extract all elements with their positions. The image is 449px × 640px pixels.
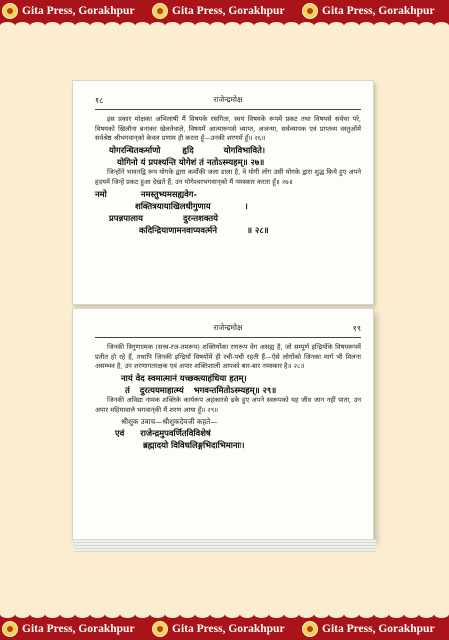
top-brand-band [0, 0, 449, 26]
brand-item [300, 3, 449, 19]
verse-line: प्रपन्नपालाय दुरन्तशक्तये [109, 212, 218, 223]
verse-line: तं दुरत्ययमाहात्म्यं भगवन्तमितोऽस्म्यहम्॥ २९॥ [125, 385, 277, 396]
commentary-paragraph: जिन्होंने भावनद्वि रूप योगके द्वारा कर्मोंकी जला डाला है, वे योगी लोग उसी योगके द्वारा शुद्ध किये हुए अपने हृदयमें जिन्हें प्रकट हुआ देखते हैं, उन योगेश्वरभगवान्‌को मैं नमस्कार करता हूँ॥ २७॥ [95, 168, 361, 186]
brand-name: Gita Press, Gorakhpur [322, 5, 435, 17]
gita-press-emblem-icon [152, 621, 168, 637]
verse-line: ब्रह्मादयो विविधलिङ्गभिदाभिमानाः। [143, 439, 245, 450]
commentary-paragraph: इस प्रकार मोक्षका अभिलाषी मैं विषयके रसगिता, स्वयं विषयके रूपमें प्रकट तथा विषयसे सर्वथा परे, विषयको खिलौना बनाकर खेलतेवाले, विषयमें आत्मारूपसे व्याप्त, अजन्मा, सर्वव्यापक एवं प्राप्तव्य वस्तुओंमें सर्वश्रेष्ठ श्रीभगवान्‌को केवल प्रणाम ही करता हूँ—उनकी शरणमें हूँ॥ २६॥ [95, 115, 361, 143]
gita-press-emblem-icon [302, 3, 318, 19]
brand-name: Gita Press, Gorakhpur [172, 623, 285, 635]
header-rule [95, 337, 361, 338]
verse-line: शक्तित्रयायाखिलधीगुणाय । [135, 200, 248, 211]
header-rule [95, 109, 361, 110]
brand-item [300, 621, 449, 637]
verse-line: योगरन्धितकर्माणो हृदि योगविभाविते। [109, 145, 266, 156]
brand-item [150, 621, 300, 637]
speaker-line: श्रीशुक उवाच—श्रीशुकदेवजी कहते— [121, 416, 218, 426]
gita-press-emblem-icon [2, 3, 18, 19]
running-header [95, 95, 361, 109]
page-body [95, 115, 361, 236]
book-page-19 [72, 308, 374, 540]
page-stack-edge [74, 540, 376, 552]
brand-item [0, 621, 150, 637]
gita-press-emblem-icon [152, 3, 168, 19]
verse-line: नायं वेद स्वमात्मानं यच्छक्त्याहंधिया हतम्। [121, 373, 247, 384]
page-number: १९ [352, 324, 361, 333]
running-title: राजेन्द्रमोक्ष [213, 323, 243, 332]
gita-press-emblem-icon [2, 621, 18, 637]
running-title: राजेन्द्रमोक्ष [213, 95, 243, 104]
verse-line: कदिन्द्रियाणामनवाप्यवर्त्मने ॥ २८॥ [139, 224, 269, 235]
book-page-18 [72, 80, 374, 305]
bottom-brand-band [0, 614, 449, 640]
scallop-border [0, 22, 449, 26]
running-header [95, 323, 361, 337]
brand-name: Gita Press, Gorakhpur [22, 5, 135, 17]
page-number: १८ [95, 96, 104, 105]
verse-line: योगिनो यं प्रपश्यन्ति योगेशं तं नतोऽस्म्यहम्॥ २७॥ [117, 157, 265, 168]
brand-item [150, 3, 300, 19]
verse-line: नमो नमस्तुभ्यमसह्यवेग- [95, 188, 197, 199]
brand-name: Gita Press, Gorakhpur [22, 623, 135, 635]
page-body [95, 343, 361, 451]
brand-item [0, 3, 150, 19]
commentary-paragraph: जिनकी त्रिगुणात्मक (सत्त्व-रज-तमरूप) शक्तियोंका रागरूप वेग असह्य है, जो सम्पूर्ण इन्द्रियोंके विषयरूपमें प्रतीत हो रहे हैं, तथापि जिनकी इन्द्रियाँ विषयोंमें ही रची-पची रहती हैं—ऐसे लोगोंको जिनका मार्ग भी मिलना असम्भव है, उन शरणागतरक्षक एवं अपार शक्तिशाली आपको बार-बार नमस्कार है॥ २८॥ [95, 343, 361, 371]
brand-name: Gita Press, Gorakhpur [172, 5, 285, 17]
brand-name: Gita Press, Gorakhpur [322, 623, 435, 635]
gita-press-emblem-icon [302, 621, 318, 637]
commentary-paragraph: जिनकी अविद्या नामक शक्तिके कार्यरूप अहंकारसे ढके हुए अपने स्वरूपको यह जीव जान नहीं पाता, उन अपार महिमावाले भगवान्‌की मैं शरण आया हूँ॥ २९॥ [95, 396, 361, 414]
verse-line: एवं राजेन्द्रमुपवर्णितविविशेषं [115, 427, 211, 438]
